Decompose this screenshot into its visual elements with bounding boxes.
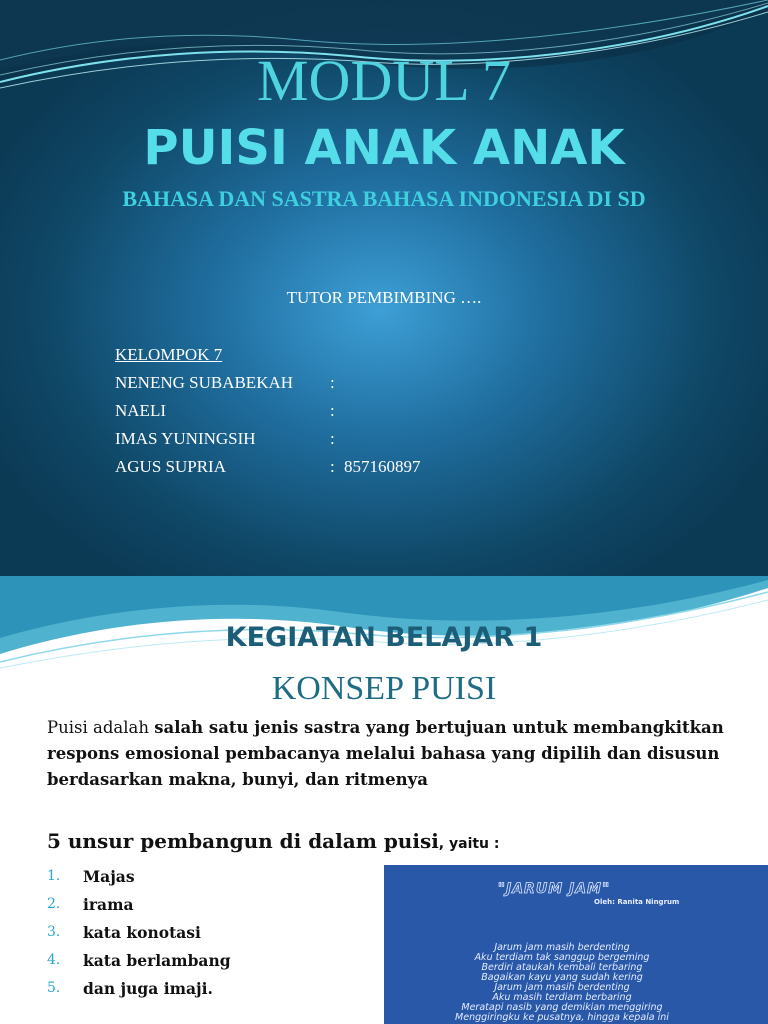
member-value: 857160897: [344, 457, 421, 476]
list-number: 4.: [47, 952, 61, 968]
poem-line: Aku terdiam tak sanggup bergeming: [474, 952, 650, 963]
list-number: 5.: [47, 980, 61, 996]
member-separator: :: [330, 373, 335, 392]
group-members: [115, 341, 421, 481]
elements-list: [47, 862, 231, 1002]
member-name: NAELI: [115, 401, 166, 420]
elements-heading-suffix: , yaitu :: [438, 836, 500, 852]
list-item: [47, 946, 231, 974]
list-text: dan juga imaji.: [83, 978, 213, 998]
member-name: NENENG SUBABEKAH: [115, 373, 294, 392]
list-number: 3.: [47, 924, 61, 940]
poem-title: "JARUM JAM": [497, 881, 611, 897]
list-item: [47, 918, 231, 946]
member-row: [115, 453, 421, 481]
group-heading: KELOMPOK 7: [115, 345, 223, 364]
poem-lines: [384, 943, 740, 1023]
poem-line: Jarum jam masih berdenting: [494, 982, 630, 993]
member-row: [115, 425, 421, 453]
list-number: 1.: [47, 868, 61, 884]
tutor-label: TUTOR PEMBIMBING ….: [286, 288, 482, 307]
poem-line: Aku masih terdiam berbaring: [492, 992, 632, 1003]
member-row: [115, 369, 421, 397]
poem-line: Meratapi nasib yang demikian menggiring: [461, 1002, 663, 1013]
list-text: kata berlambang: [83, 950, 231, 970]
course-name: BAHASA DAN SASTRA BAHASA INDONESIA DI SD: [122, 186, 646, 211]
list-text: Majas: [83, 866, 135, 886]
list-number: 2.: [47, 896, 61, 912]
member-separator: :: [330, 401, 335, 420]
member-separator: :: [330, 457, 335, 476]
list-text: kata konotasi: [83, 922, 201, 942]
slide-2: [0, 576, 768, 1024]
poem-line: Jarum jam masih berdenting: [494, 942, 630, 953]
list-item: [47, 974, 231, 1002]
elements-heading: [47, 829, 500, 853]
poem-author: Oleh: Ranita Ningrum: [594, 898, 680, 906]
module-subtitle: PUISI ANAK ANAK: [143, 120, 625, 176]
lesson-heading: KEGIATAN BELAJAR 1: [225, 622, 543, 653]
poem-line: Berdiri ataukah kembali terbaring: [481, 962, 643, 973]
poem-image: [384, 865, 768, 1024]
definition-paragraph: [47, 715, 747, 793]
list-item: [47, 862, 231, 890]
lesson-title: KONSEP PUISI: [271, 670, 497, 707]
list-text: irama: [83, 894, 134, 914]
member-name: IMAS YUNINGSIH: [115, 429, 256, 448]
elements-heading-text: 5 unsur pembangun di dalam puisi: [47, 829, 439, 853]
member-row: [115, 397, 421, 425]
list-item: [47, 890, 231, 918]
poem-line: Menggiringku ke pusatnya, hingga kepala ini: [455, 1012, 669, 1023]
member-separator: :: [330, 429, 335, 448]
definition-prefix: Puisi adalah: [47, 718, 155, 737]
member-name: AGUS SUPRIA: [115, 457, 226, 476]
module-title: MODUL 7: [256, 48, 511, 113]
definition-text: salah satu jenis sastra yang bertujuan untuk membangkitkan respons emosional pembacanya melalui bahasa yang dipilih dan disusun berdasarkan makna, bunyi, dan ritmenya: [47, 718, 724, 789]
poem-line: Bagaikan kayu yang sudah kering: [481, 972, 643, 983]
